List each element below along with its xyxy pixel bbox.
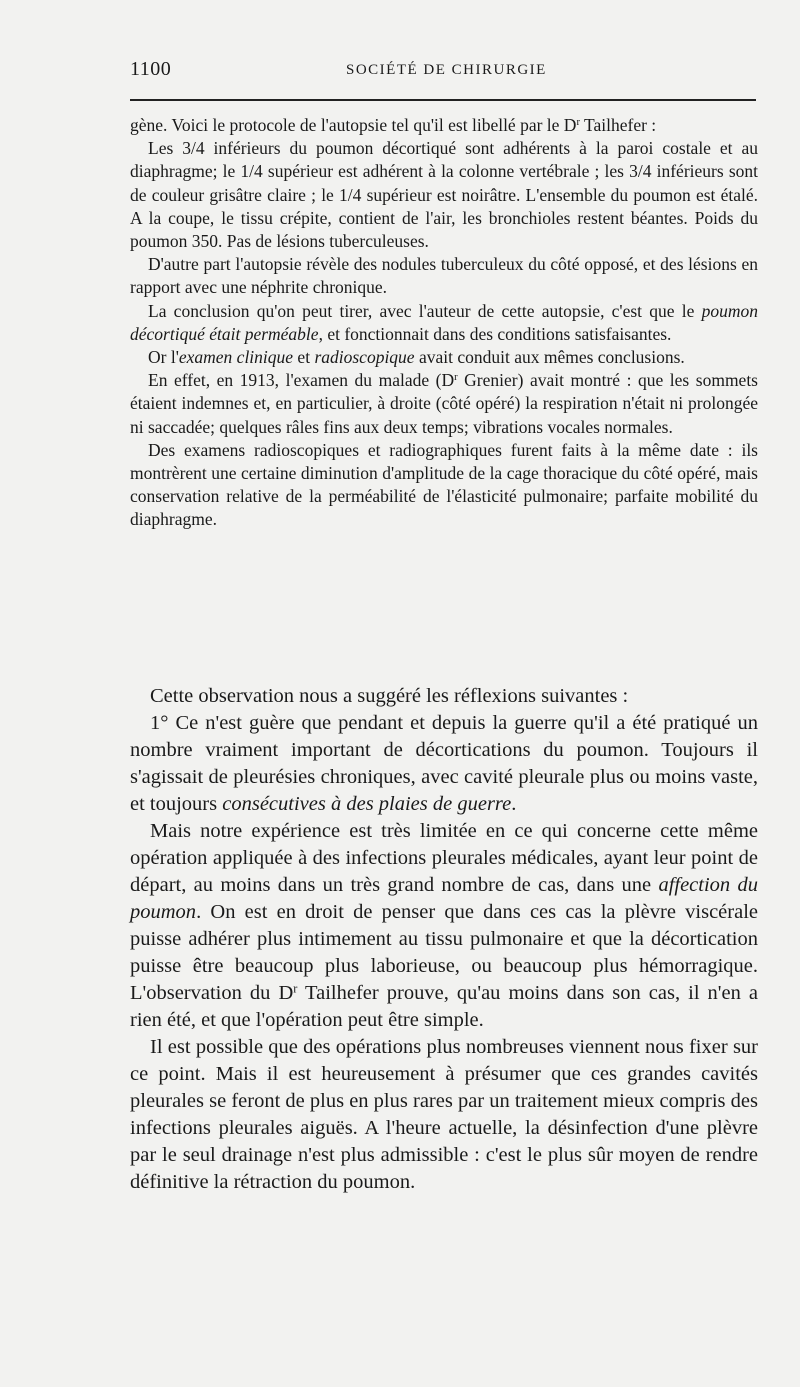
paragraph: D'autre part l'autopsie révèle des nodules tuberculeux du côté opposé, et des lésions en rapport avec une néphrite chronique.	[130, 254, 758, 298]
running-head: SOCIÉTÉ DE CHIRURGIE	[346, 62, 547, 78]
paragraph: Des examens radioscopiques et radiographiques furent faits à la même date : ils montrèrent une certaine diminution d'amplitude de la cage thoracique du côté opéré, mais conservation relative de la perméabilité de l'élasticité pulmonaire; parfaite mobilité du diaphragme.	[130, 439, 758, 530]
paragraph: Or l'examen clinique et radioscopique avait conduit aux mêmes conclusions.	[148, 347, 685, 368]
paragraph: Les 3/4 inférieurs du poumon décortiqué sont adhérents à la paroi costale et au diaphragme; le 1/4 supérieur est adhérent à la colonne vertébrale ; les 3/4 inférieurs sont de couleur grisâtre claire ; le 1/4 supérieur est noirâtre. L'ensemble du poumon est étalé. A la coupe, le tissu crépite, contient de l'air, les bronchioles restent béantes. Poids du poumon 350. Pas de lésions tuberculeuses.	[130, 138, 758, 252]
paragraph: Cette observation nous a suggéré les réflexions suivantes :	[150, 685, 629, 707]
page-number: 1100	[130, 58, 172, 80]
header-rule	[130, 99, 756, 101]
paragraph: Il est possible que des opérations plus nombreuses viennent nous fixer sur ce point. Mais il est heureusement à présumer que ces grandes cavités pleurales se feront de plus en plus rares par un traitement mieux compris des infections pleurales aiguës. A l'heure actuelle, la désinfection d'une plèvre par le seul drainage n'est plus admissible : c'est le plus sûr moyen de rendre définitive la rétraction du poumon.	[130, 1036, 758, 1193]
reflections-section	[130, 683, 758, 1196]
page-header	[130, 58, 758, 86]
paragraph: En effet, en 1913, l'examen du malade ($D^r$ Grenier) avait montré : que les sommets étaient indemnes et, en particulier, à droite (côté opéré) la respiration n'était ni prolongée ni saccadée; quelques râles fins aux deux temps; vibrations vocales normales.	[130, 370, 758, 437]
paragraph: gène. Voici le protocole de l'autopsie tel qu'il est libellé par le $D^r$ Tailhefer :	[130, 115, 657, 135]
paragraph: Mais notre expérience est très limitée en ce qui concerne cette même opération appliquée à des infections pleurales médicales, ayant leur point de départ, au moins dans un très grand nombre de cas, dans une affection du poumon. On est en droit de penser que dans ces cas la plèvre viscérale puisse adhérer plus intimement au tissu pulmonaire et que la décortication puisse être beaucoup plus laborieuse, ou beaucoup plus hémorragique. L'observation du $D^r$ Tailhefer prouve, qu'au moins dans son cas, il n'en a rien été, et que l'opération peut être simple.	[130, 820, 758, 1031]
paragraph: La conclusion qu'on peut tirer, avec l'auteur de cette autopsie, c'est que le poumon décortiqué était perméable, et fonctionnait dans des conditions satisfaisantes.	[130, 300, 758, 344]
autopsy-protocol-section	[130, 114, 758, 532]
paragraph: 1° Ce n'est guère que pendant et depuis la guerre qu'il a été pratiqué un nombre vraiment important de décortications du poumon. Toujours il s'agissait de pleurésies chroniques, avec cavité pleurale plus ou moins vaste, et toujours consécutives à des plaies de guerre.	[130, 712, 758, 815]
